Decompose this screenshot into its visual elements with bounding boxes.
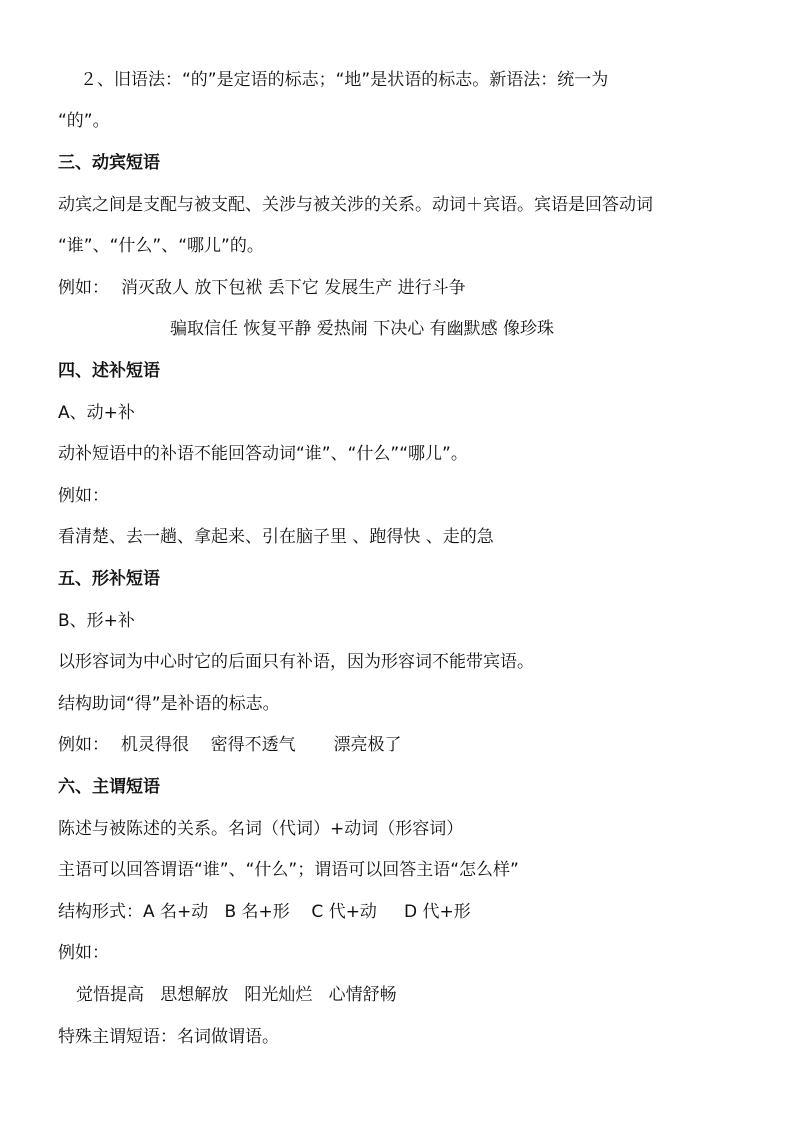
item-2-line-1: ２、旧语法：“的”是定语的标志；“地”是状语的标志。新语法：统一为: [80, 70, 609, 90]
verb-object-examples-2: 骗取信任 恢复平静 爱热闹 下决心 有幽默感 像珍珠: [170, 319, 555, 339]
verb-object-desc-line-1: 动宾之间是支配与被支配、关涉与被关涉的关系。动词＋宾语。宾语是回答动词: [58, 195, 653, 215]
adj-complement-subheading: B、形+补: [58, 611, 135, 631]
section-heading-complement: 四、述补短语: [58, 361, 160, 381]
section-heading-verb-object: 三、动宾短语: [58, 153, 160, 173]
example-label: 例如：: [58, 486, 109, 506]
complement-marker-note: 结构助词“得”是补语的标志。: [58, 694, 280, 714]
example-label: 例如：: [58, 943, 109, 963]
item-2-line-2: “的”。: [58, 111, 110, 131]
example-label: 例如：: [58, 278, 109, 298]
verb-complement-desc: 动补短语中的补语不能回答动词“谁”、“什么”“哪儿”。: [58, 444, 468, 464]
section-heading-adj-complement: 五、形补短语: [58, 569, 160, 589]
adj-complement-examples: 机灵得很 密得不透气 漂亮极了: [121, 735, 402, 755]
section-heading-subject-predicate: 六、主谓短语: [58, 777, 160, 797]
verb-object-desc-line-2: “谁”、“什么”、“哪儿”的。: [58, 236, 264, 256]
verb-object-examples-1: 消灭敌人 放下包袱 丢下它 发展生产 进行斗争: [121, 278, 466, 298]
subject-predicate-desc: 陈述与被陈述的关系。名词（代词）+动词（形容词）: [58, 819, 464, 839]
special-subject-predicate: 特殊主谓短语：名词做谓语。: [58, 1027, 279, 1047]
verb-complement-examples: 看清楚、去一趟、拿起来、引在脑子里 、跑得快 、走的急: [58, 527, 494, 547]
adj-complement-desc: 以形容词为中心时它的后面只有补语，因为形容词不能带宾语。: [58, 652, 534, 672]
example-label: 例如：: [58, 735, 109, 755]
verb-complement-subheading: A、动+补: [58, 403, 135, 423]
subject-predicate-answer: 主语可以回答谓语“谁”、“什么”；谓语可以回答主语“怎么样”: [58, 860, 519, 880]
subject-predicate-forms: 结构形式：A 名+动 B 名+形 C 代+动 D 代+形: [58, 902, 471, 922]
subject-predicate-examples: 觉悟提高 思想解放 阳光灿烂 心情舒畅: [76, 985, 397, 1005]
